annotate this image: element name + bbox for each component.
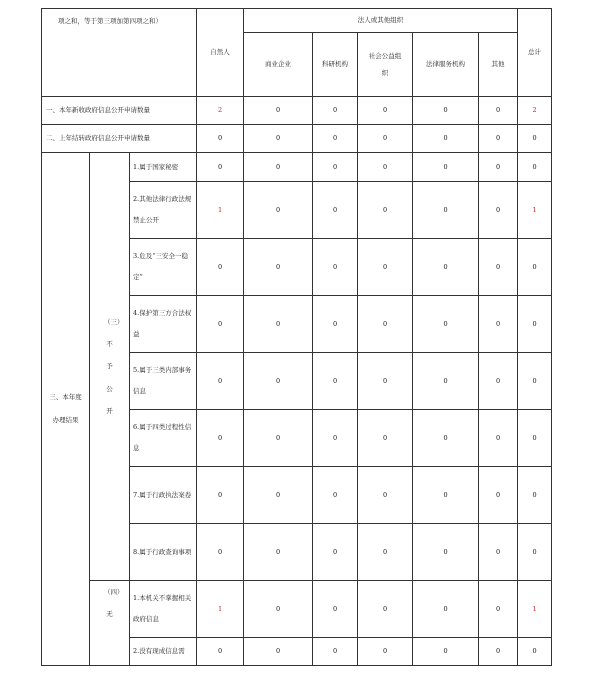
cell: 0 [413,410,479,467]
cell: 0 [479,638,518,666]
cell: 0 [244,467,313,524]
cell: 0 [313,638,358,666]
cell: 0 [313,524,358,581]
cell: 0 [358,125,413,153]
cell: 0 [197,239,244,296]
cell: 0 [197,410,244,467]
cell: 0 [358,410,413,467]
cell: 0 [313,467,358,524]
cell: 0 [358,467,413,524]
cell: 0 [244,296,313,353]
cell: 0 [313,239,358,296]
item-label: 1.属于国家秘密 [130,153,197,182]
cell: 0 [518,239,552,296]
header-legal-group: 法人或其他组织 [244,9,518,33]
cell: 0 [413,524,479,581]
info-disclosure-table [41,8,552,666]
item-label: 7.属于行政执法案卷 [130,467,197,524]
header-other: 其他 [479,33,518,97]
cell: 0 [244,524,313,581]
item-label: 6.属于四类过程性信息 [130,410,197,467]
cell: 0 [518,153,552,182]
cell: 0 [197,353,244,410]
cell: 1 [197,182,244,239]
header-research: 科研机构 [313,33,358,97]
cell: 0 [197,125,244,153]
cell: 0 [244,125,313,153]
table-row [42,125,552,153]
cell: 0 [518,410,552,467]
cell: 1 [197,581,244,638]
cell: 0 [244,239,313,296]
cell: 0 [358,638,413,666]
cell: 0 [413,581,479,638]
cell: 0 [313,581,358,638]
cell: 0 [313,410,358,467]
item-label: 5.属于三类内部事务信息 [130,353,197,410]
row-label: 二、上年结转政府信息公开申请数量 [42,125,197,153]
cell: 1 [518,182,552,239]
header-natural-person: 自然人 [197,9,244,97]
table-row [42,97,552,125]
row-label: 一、本年新收政府信息公开申请数量 [42,97,197,125]
item-label: 1.本机关不掌握相关政府信息 [130,581,197,638]
cell: 0 [358,97,413,125]
cell: 0 [413,97,479,125]
item-label: 2.没有现成信息需 [130,638,197,666]
cell: 0 [479,296,518,353]
group3-label: （三）不予公开 [90,153,130,581]
cell: 0 [244,153,313,182]
header-corner: 项之和，等于第三项加第四项之和） [42,9,197,97]
cell: 1 [518,581,552,638]
cell: 0 [518,125,552,153]
cell: 0 [358,182,413,239]
cell: 0 [358,524,413,581]
cell: 0 [479,153,518,182]
cell: 0 [479,410,518,467]
cell: 0 [197,467,244,524]
cell: 0 [313,97,358,125]
cell: 0 [313,182,358,239]
header-total: 总计 [518,9,552,97]
cell: 0 [518,353,552,410]
cell: 0 [479,182,518,239]
header-legal-service: 法律服务机构 [413,33,479,97]
cell: 0 [313,125,358,153]
cell: 0 [518,638,552,666]
header-commercial: 商业企业 [244,33,313,97]
cell: 0 [518,296,552,353]
cell: 0 [479,239,518,296]
item-label: 3.危及“三安全一稳定” [130,239,197,296]
cell: 2 [518,97,552,125]
cell: 0 [413,125,479,153]
cell: 0 [518,524,552,581]
cell: 0 [479,97,518,125]
cell: 0 [518,467,552,524]
cell: 0 [197,296,244,353]
item-label: 8.属于行政查询事项 [130,524,197,581]
cell: 0 [197,638,244,666]
table-row [42,153,552,182]
cell: 2 [197,97,244,125]
cell: 0 [313,353,358,410]
cell: 0 [413,153,479,182]
cell: 0 [244,638,313,666]
cell: 0 [413,467,479,524]
cell: 0 [358,239,413,296]
header-public-welfare: 社会公益组织 [358,33,413,97]
cell: 0 [413,353,479,410]
item-label: 2.其他法律行政法规禁止公开 [130,182,197,239]
table-row [42,581,552,638]
cell: 0 [313,153,358,182]
cell: 0 [244,410,313,467]
cell: 0 [358,581,413,638]
cell: 0 [244,97,313,125]
cell: 0 [244,581,313,638]
cell: 0 [197,153,244,182]
cell: 0 [358,353,413,410]
cell: 0 [413,638,479,666]
cell: 0 [358,153,413,182]
cell: 0 [413,182,479,239]
cell: 0 [479,467,518,524]
cell: 0 [479,581,518,638]
cell: 0 [358,296,413,353]
cell: 0 [197,524,244,581]
section3-label: 三、本年度办理结果 [42,153,90,666]
cell: 0 [244,182,313,239]
cell: 0 [413,296,479,353]
cell: 0 [244,353,313,410]
group4-label: （四）无 [90,581,130,666]
cell: 0 [479,353,518,410]
cell: 0 [479,524,518,581]
item-label: 4.保护第三方合法权益 [130,296,197,353]
cell: 0 [313,296,358,353]
cell: 0 [479,125,518,153]
cell: 0 [413,239,479,296]
